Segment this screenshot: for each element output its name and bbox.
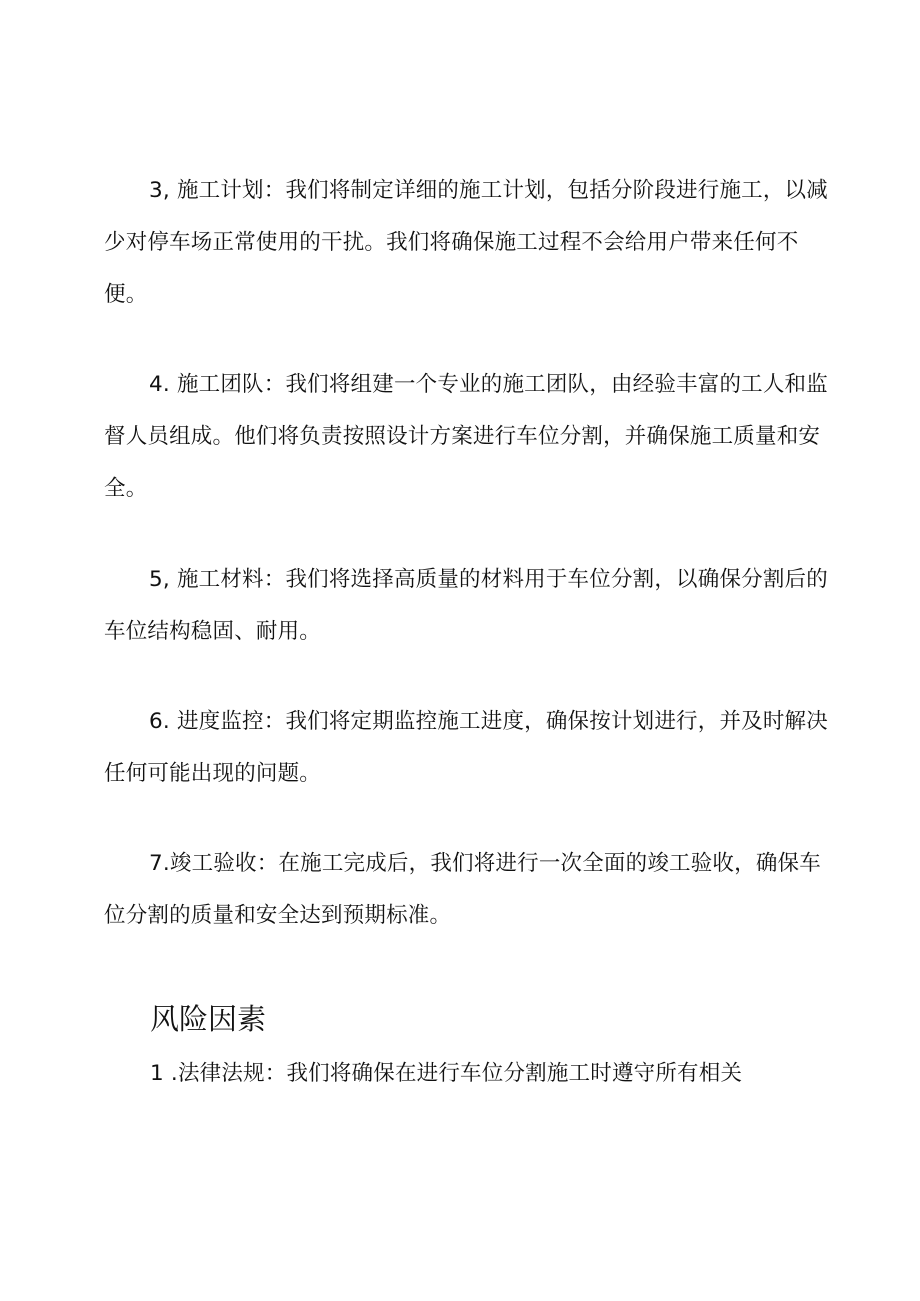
paragraph-construction-plan: 3, 施工计划：我们将制定详细的施工计划，包括分阶段进行施工，以减少对停车场正常使用的干扰。我们将确保施工过程不会给用户带来任何不便。	[104, 178, 828, 307]
paragraph-construction-team: 4. 施工团队：我们将组建一个专业的施工团队，由经验丰富的工人和监督人员组成。他们将负责按照设计方案进行车位分割，并确保施工质量和安全。	[104, 372, 828, 501]
paragraph-laws-regulations: 1 .法律法规：我们将确保在进行车位分割施工时遵守所有相关	[150, 1061, 743, 1086]
paragraph-completion-acceptance: 7.竣工验收：在施工完成后，我们将进行一次全面的竣工验收，确保车位分割的质量和安全达到预期标准。	[104, 851, 821, 928]
section-heading-risk-factors: 风险因素	[150, 1002, 267, 1036]
paragraph-construction-materials: 5, 施工材料：我们将选择高质量的材料用于车位分割，以确保分割后的车位结构稳固、耐用。	[104, 567, 828, 644]
paragraph-progress-monitoring: 6. 进度监控：我们将定期监控施工进度，确保按计划进行，并及时解决任何可能出现的问题。	[104, 709, 828, 786]
